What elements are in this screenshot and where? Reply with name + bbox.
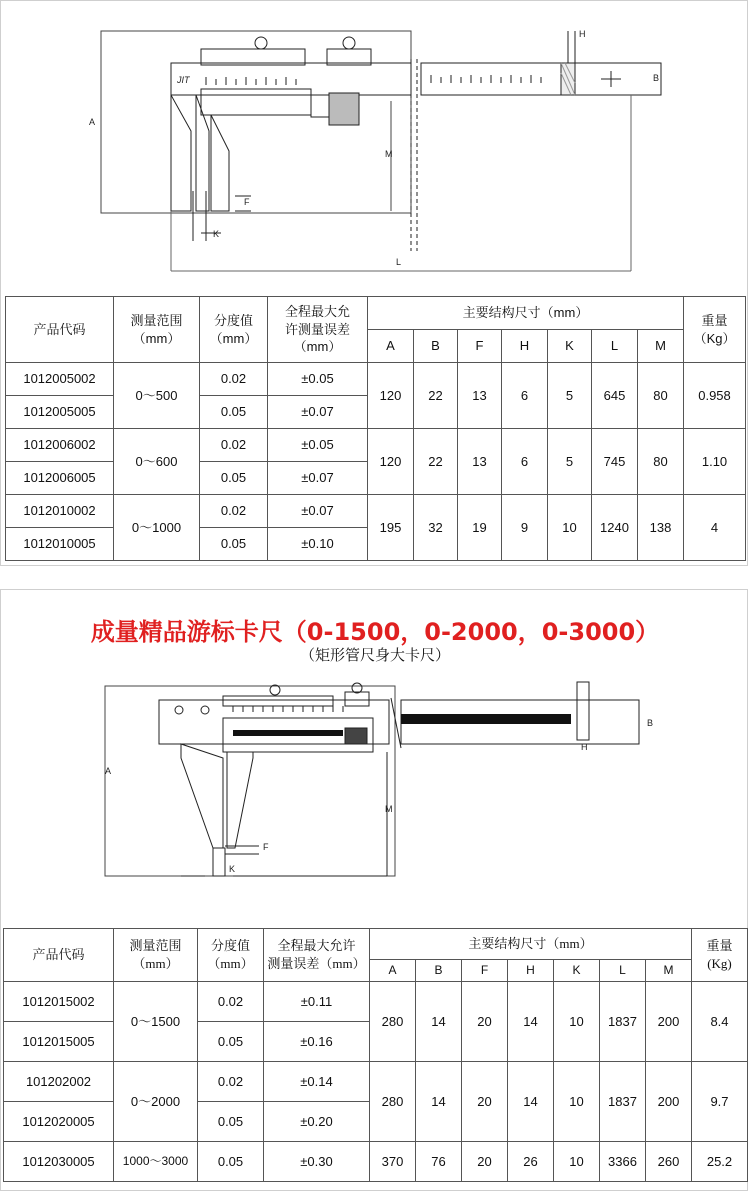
header-dim-k: K — [554, 960, 600, 982]
spec-panel-small-calipers — [0, 0, 748, 566]
brand-logo: JIT — [177, 75, 190, 85]
product-code: 1012005005 — [6, 396, 114, 429]
vernier-strip — [233, 730, 343, 736]
dim-label-b2: B — [647, 718, 654, 728]
dim-b: 22 — [414, 429, 458, 495]
header-dim-m: M — [646, 960, 692, 982]
table-row — [6, 363, 746, 396]
product-code: 1012010002 — [6, 495, 114, 528]
max-error: ±0.05 — [268, 363, 368, 396]
dim-a: 120 — [368, 429, 414, 495]
weight: 25.2 — [692, 1142, 748, 1182]
product-code: 1012006005 — [6, 462, 114, 495]
dim-m: 138 — [638, 495, 684, 561]
max-error: ±0.30 — [264, 1142, 370, 1182]
dim-label-f2: F — [263, 842, 269, 852]
header-dim-a: A — [370, 960, 416, 982]
dim-h: 14 — [508, 1062, 554, 1142]
division-value: 0.05 — [198, 1102, 264, 1142]
dim-m: 80 — [638, 429, 684, 495]
caliper-diagram-2 — [1, 678, 749, 918]
dim-label-l: L — [396, 257, 402, 267]
header-weight: 重量 (Kg) — [692, 929, 748, 982]
dim-h: 14 — [508, 982, 554, 1062]
max-error: ±0.16 — [264, 1022, 370, 1062]
dim-l: 3366 — [600, 1142, 646, 1182]
weight: 1.10 — [684, 429, 746, 495]
spec-table-1 — [5, 296, 746, 561]
caliper-diagram-1 — [1, 1, 749, 291]
product-code: 1012020005 — [4, 1102, 114, 1142]
dim-m: 200 — [646, 982, 692, 1062]
dim-l: 1837 — [600, 1062, 646, 1142]
dim-l: 1240 — [592, 495, 638, 561]
dim-label-a: A — [89, 117, 96, 127]
dim-l: 745 — [592, 429, 638, 495]
dim-f: 13 — [458, 363, 502, 429]
section-subtitle: （矩形管尺身大卡尺） — [299, 646, 450, 664]
max-error: ±0.14 — [264, 1062, 370, 1102]
header-dim-k: K — [548, 330, 592, 363]
max-error: ±0.05 — [268, 429, 368, 462]
dim-k: 10 — [548, 495, 592, 561]
dim-k: 5 — [548, 429, 592, 495]
dim-b: 14 — [416, 1062, 462, 1142]
dim-b: 14 — [416, 982, 462, 1062]
header-dim-a: A — [368, 330, 414, 363]
header-error: 全程最大允 许测量误差 （mm） — [268, 297, 368, 363]
header-weight: 重量 （Kg） — [684, 297, 746, 363]
dim-label-m: M — [385, 149, 393, 159]
header-dim-b: B — [416, 960, 462, 982]
division-value: 0.05 — [200, 462, 268, 495]
dim-f: 20 — [462, 1062, 508, 1142]
weight: 0.958 — [684, 363, 746, 429]
division-value: 0.02 — [200, 363, 268, 396]
weight: 8.4 — [692, 982, 748, 1062]
section-title: 成量精品游标卡尺（0-1500，0-2000，0-3000） — [90, 618, 660, 646]
header-dim-f: F — [462, 960, 508, 982]
dim-f: 20 — [462, 982, 508, 1062]
product-code: 1012030005 — [4, 1142, 114, 1182]
measure-range: 0～1500 — [114, 982, 198, 1062]
max-error: ±0.11 — [264, 982, 370, 1022]
spec-panel-large-calipers — [0, 589, 748, 1191]
dim-label-k: K — [213, 229, 220, 239]
measure-range: 0～2000 — [114, 1062, 198, 1142]
dim-label-a2: A — [105, 766, 112, 776]
header-dim-f: F — [458, 330, 502, 363]
division-value: 0.02 — [198, 1062, 264, 1102]
product-code: 1012015002 — [4, 982, 114, 1022]
product-code: 1012010005 — [6, 528, 114, 561]
table-row — [6, 429, 746, 462]
table-row — [4, 1062, 748, 1102]
header-dim-h: H — [502, 330, 548, 363]
dim-h: 6 — [502, 429, 548, 495]
header-range: 测量范围 （mm） — [114, 929, 198, 982]
max-error: ±0.20 — [264, 1102, 370, 1142]
dim-b: 76 — [416, 1142, 462, 1182]
dim-label-m2: M — [385, 804, 393, 814]
dim-a: 195 — [368, 495, 414, 561]
table-row — [4, 982, 748, 1022]
dim-f: 13 — [458, 429, 502, 495]
header-dim-h: H — [508, 960, 554, 982]
dim-m: 260 — [646, 1142, 692, 1182]
dim-f: 19 — [458, 495, 502, 561]
header-dimensions: 主要结构尺寸（mm） — [368, 297, 684, 330]
dim-l: 645 — [592, 363, 638, 429]
table-row — [6, 495, 746, 528]
header-dim-b: B — [414, 330, 458, 363]
dim-f: 20 — [462, 1142, 508, 1182]
header-division: 分度值 （mm） — [200, 297, 268, 363]
division-value: 0.05 — [200, 528, 268, 561]
measure-range: 1000～3000 — [114, 1142, 198, 1182]
weight: 4 — [684, 495, 746, 561]
product-code: 1012005002 — [6, 363, 114, 396]
product-code: 1012015005 — [4, 1022, 114, 1062]
dim-label-b: B — [653, 73, 660, 83]
dim-a: 370 — [370, 1142, 416, 1182]
header-dim-l: L — [592, 330, 638, 363]
division-value: 0.05 — [200, 396, 268, 429]
dim-label-h2: H — [581, 742, 588, 752]
header-division: 分度值 （mm） — [198, 929, 264, 982]
spec-table-2 — [3, 928, 748, 1182]
max-error: ±0.07 — [268, 396, 368, 429]
dim-k: 10 — [554, 1062, 600, 1142]
dim-m: 200 — [646, 1062, 692, 1142]
division-value: 0.02 — [200, 495, 268, 528]
dim-l: 1837 — [600, 982, 646, 1062]
dim-h: 6 — [502, 363, 548, 429]
header-code: 产品代码 — [6, 297, 114, 363]
header-dimensions: 主要结构尺寸（mm） — [370, 929, 692, 960]
dim-k: 5 — [548, 363, 592, 429]
max-error: ±0.10 — [268, 528, 368, 561]
dim-b: 22 — [414, 363, 458, 429]
division-value: 0.02 — [200, 429, 268, 462]
weight: 9.7 — [692, 1062, 748, 1142]
header-range: 测量范围 （mm） — [114, 297, 200, 363]
dim-a: 120 — [368, 363, 414, 429]
header-dim-m: M — [638, 330, 684, 363]
dim-label-h: H — [579, 29, 586, 39]
dim-b: 32 — [414, 495, 458, 561]
dim-k: 10 — [554, 1142, 600, 1182]
header-error: 全程最大允许 测量误差（mm） — [264, 929, 370, 982]
max-error: ±0.07 — [268, 462, 368, 495]
table-row — [4, 1142, 748, 1182]
division-value: 0.05 — [198, 1142, 264, 1182]
product-code: 1012006002 — [6, 429, 114, 462]
dim-k: 10 — [554, 982, 600, 1062]
dim-m: 80 — [638, 363, 684, 429]
dim-label-k2: K — [229, 864, 236, 874]
header-code: 产品代码 — [4, 929, 114, 982]
header-dim-l: L — [600, 960, 646, 982]
division-value: 0.05 — [198, 1022, 264, 1062]
measure-range: 0～500 — [114, 363, 200, 429]
dim-label-f: F — [244, 197, 250, 207]
max-error: ±0.07 — [268, 495, 368, 528]
dim-h: 9 — [502, 495, 548, 561]
scale-strip — [401, 714, 571, 724]
dim-h: 26 — [508, 1142, 554, 1182]
dim-a: 280 — [370, 1062, 416, 1142]
measure-range: 0～600 — [114, 429, 200, 495]
product-code: 101202002 — [4, 1062, 114, 1102]
dim-a: 280 — [370, 982, 416, 1062]
measure-range: 0～1000 — [114, 495, 200, 561]
division-value: 0.02 — [198, 982, 264, 1022]
